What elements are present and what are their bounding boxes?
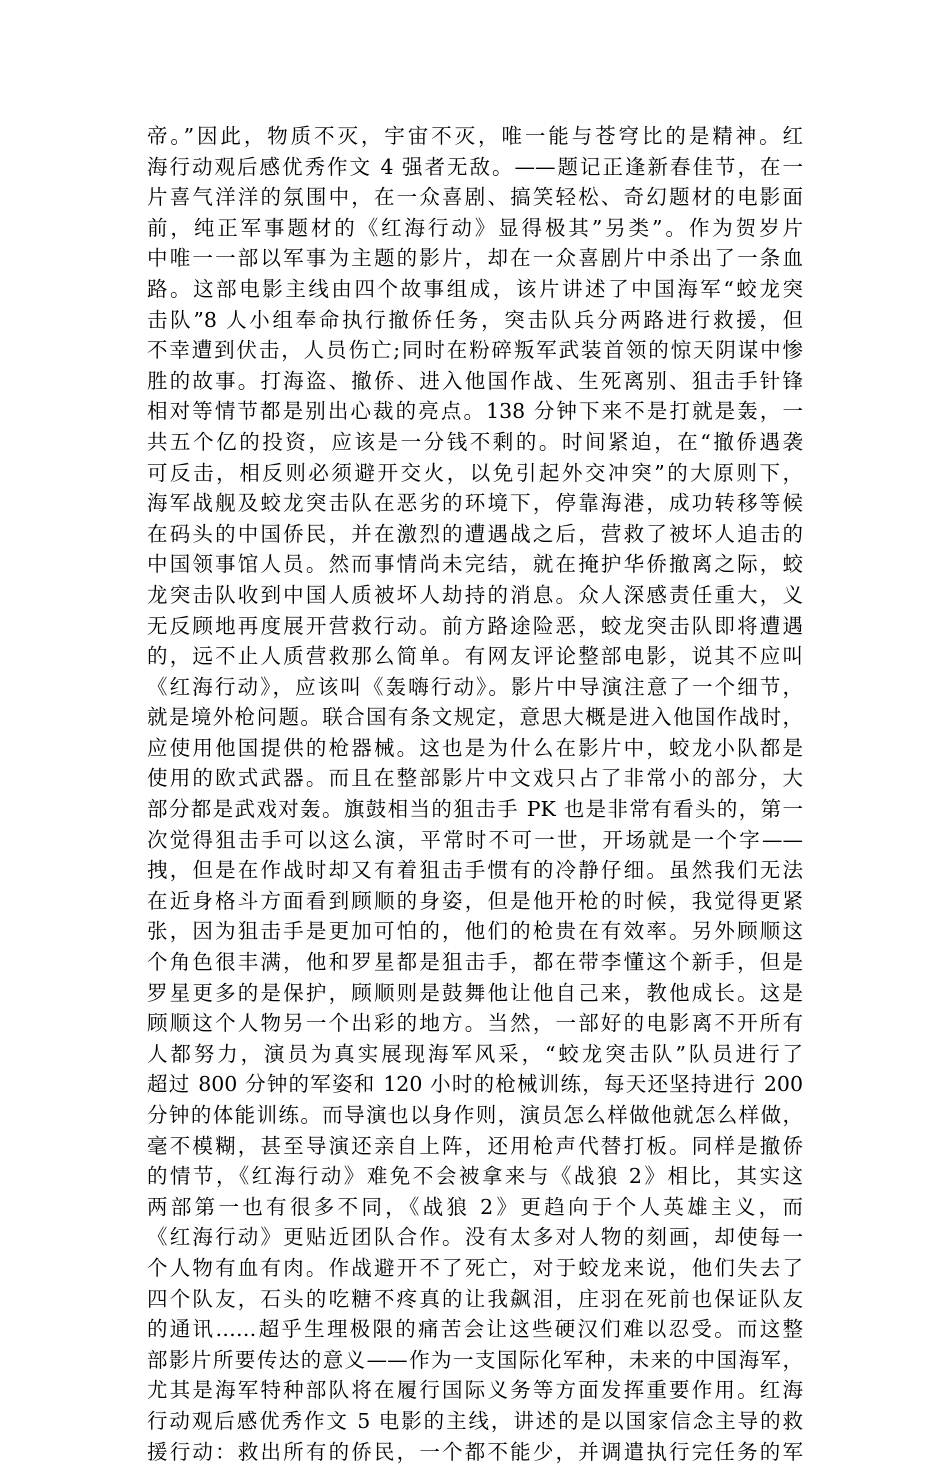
- text-line: 分钟的体能训练。而导演也以身作则，演员怎么样做他就怎么样做，: [147, 1103, 803, 1127]
- text-line: 个角色很丰满，他和罗星都是狙击手，都在带李懂这个新手，但是: [147, 950, 803, 975]
- text-line: 无反顾地再度展开营救行动。前方路途险恶，蛟龙突击队即将遭遇: [147, 613, 803, 638]
- text-line: 前，纯正军事题材的《红海行动》显得极其”另类”。作为贺岁片: [147, 215, 803, 240]
- text-line: 行动观后感优秀作文 5 电影的主线，讲述的是以国家信念主导的救: [147, 1408, 803, 1433]
- text-line: 中唯一一部以军事为主题的影片，却在一众喜剧片中杀出了一条血: [147, 246, 803, 271]
- text-line: 就是境外枪问题。联合国有条文规定，意思大概是进入他国作战时，: [147, 705, 803, 730]
- text-line: 超过 800 分钟的军姿和 120 小时的枪械训练，每天还坚持进行 200: [147, 1072, 803, 1097]
- body-text: [147, 121, 803, 1467]
- text-line: 顾顺这个人物另一个出彩的地方。当然，一部好的电影离不开所有: [147, 1011, 803, 1036]
- text-line: 两部第一也有很多不同，《战狼 2》更趋向于个人英雄主义，而: [147, 1194, 803, 1219]
- text-line: 共五个亿的投资，应该是一分钱不剩的。时间紧迫，在“撤侨遇袭: [147, 429, 803, 454]
- text-line: 海行动观后感优秀作文 4 强者无敌。——题记正逢新春佳节，在一: [147, 154, 803, 179]
- text-line: 的，远不止人质营救那么简单。有网友评论整部电影，说其不应叫: [147, 644, 803, 669]
- text-line: 的情节，《红海行动》难免不会被拿来与《战狼 2》相比，其实这: [147, 1164, 803, 1189]
- text-line: 四个队友，石头的吃糖不疼真的让我飙泪，庄羽在死前也保证队友: [147, 1286, 803, 1311]
- text-line: 的通讯……超乎生理极限的痛苦会让这些硬汉们难以忍受。而这整: [147, 1317, 803, 1342]
- text-line: 中国领事馆人员。然而事情尚未完结，就在掩护华侨撤离之际，蛟: [147, 552, 803, 577]
- text-line: 龙突击队收到中国人质被坏人劫持的消息。众人深感责任重大，义: [147, 582, 803, 607]
- text-line: 部影片所要传达的意义——作为一支国际化军种，未来的中国海军，: [147, 1347, 803, 1372]
- text-line: 击队”8 人小组奉命执行撤侨任务，突击队兵分两路进行救援，但: [147, 307, 803, 332]
- text-line: 人都努力，演员为真实展现海军风采，“蛟龙突击队”队员进行了: [147, 1041, 803, 1066]
- text-line: 可反击，相反则必须避开交火，以免引起外交冲突”的大原则下，: [147, 460, 803, 485]
- text-line: 尤其是海军特种部队将在履行国际义务等方面发挥重要作用。红海: [147, 1378, 803, 1403]
- text-line: 援行动：救出所有的侨民，一个都不能少，并调遣执行完任务的军: [147, 1439, 803, 1464]
- text-line: 不幸遭到伏击，人员伤亡;同时在粉碎叛军武装首领的惊天阴谋中惨: [147, 338, 803, 363]
- text-line: 路。这部电影主线由四个故事组成，该片讲述了中国海军“蛟龙突: [147, 276, 803, 301]
- text-line: 毫不模糊，甚至导演还亲自上阵，还用枪声代替打板。同样是撤侨: [147, 1133, 803, 1158]
- text-line: 《红海行动》，应该叫《轰嗨行动》。影片中导演注意了一个细节，: [147, 674, 803, 699]
- text-line: 片喜气洋洋的氛围中，在一众喜剧、搞笑轻松、奇幻题材的电影面: [147, 185, 803, 210]
- text-line: 次觉得狙击手可以这么演，平常时不可一世，开场就是一个字——: [147, 827, 803, 852]
- text-line: 个人物有血有肉。作战避开不了死亡，对于蛟龙来说，他们失去了: [147, 1255, 803, 1280]
- text-line: 海军战舰及蛟龙突击队在恶劣的环境下，停靠海港，成功转移等候: [147, 491, 803, 516]
- text-line: 张，因为狙击手是更加可怕的，他们的枪贵在有效率。另外顾顺这: [147, 919, 803, 944]
- text-line: 使用的欧式武器。而且在整部影片中文戏只占了非常小的部分，大: [147, 766, 803, 791]
- text-line: 帝。”因此，物质不灭，宇宙不灭，唯一能与苍穹比的是精神。红: [147, 124, 803, 148]
- text-line: 部分都是武戏对轰。旗鼓相当的狙击手 PK 也是非常有看头的，第一: [147, 797, 803, 822]
- text-line: 应使用他国提供的枪器械。这也是为什么在影片中，蛟龙小队都是: [147, 735, 803, 760]
- text-line: 在码头的中国侨民，并在激烈的遭遇战之后，营救了被坏人追击的: [147, 521, 803, 546]
- text-line: 《红海行动》更贴近团队合作。没有太多对人物的刻画，却使每一: [147, 1225, 803, 1250]
- text-line: 相对等情节都是别出心裁的亮点。138 分钟下来不是打就是轰，一: [147, 399, 803, 424]
- text-line: 拽，但是在作战时却又有着狙击手惯有的冷静仔细。虽然我们无法: [147, 858, 803, 883]
- text-line: 罗星更多的是保护，顾顺则是鼓舞他让他自己来，教他成长。这是: [147, 980, 803, 1005]
- text-line: 胜的故事。打海盗、撤侨、进入他国作战、生死离别、狙击手针锋: [147, 368, 803, 393]
- text-line: 在近身格斗方面看到顾顺的身姿，但是他开枪的时候，我觉得更紧: [147, 888, 803, 913]
